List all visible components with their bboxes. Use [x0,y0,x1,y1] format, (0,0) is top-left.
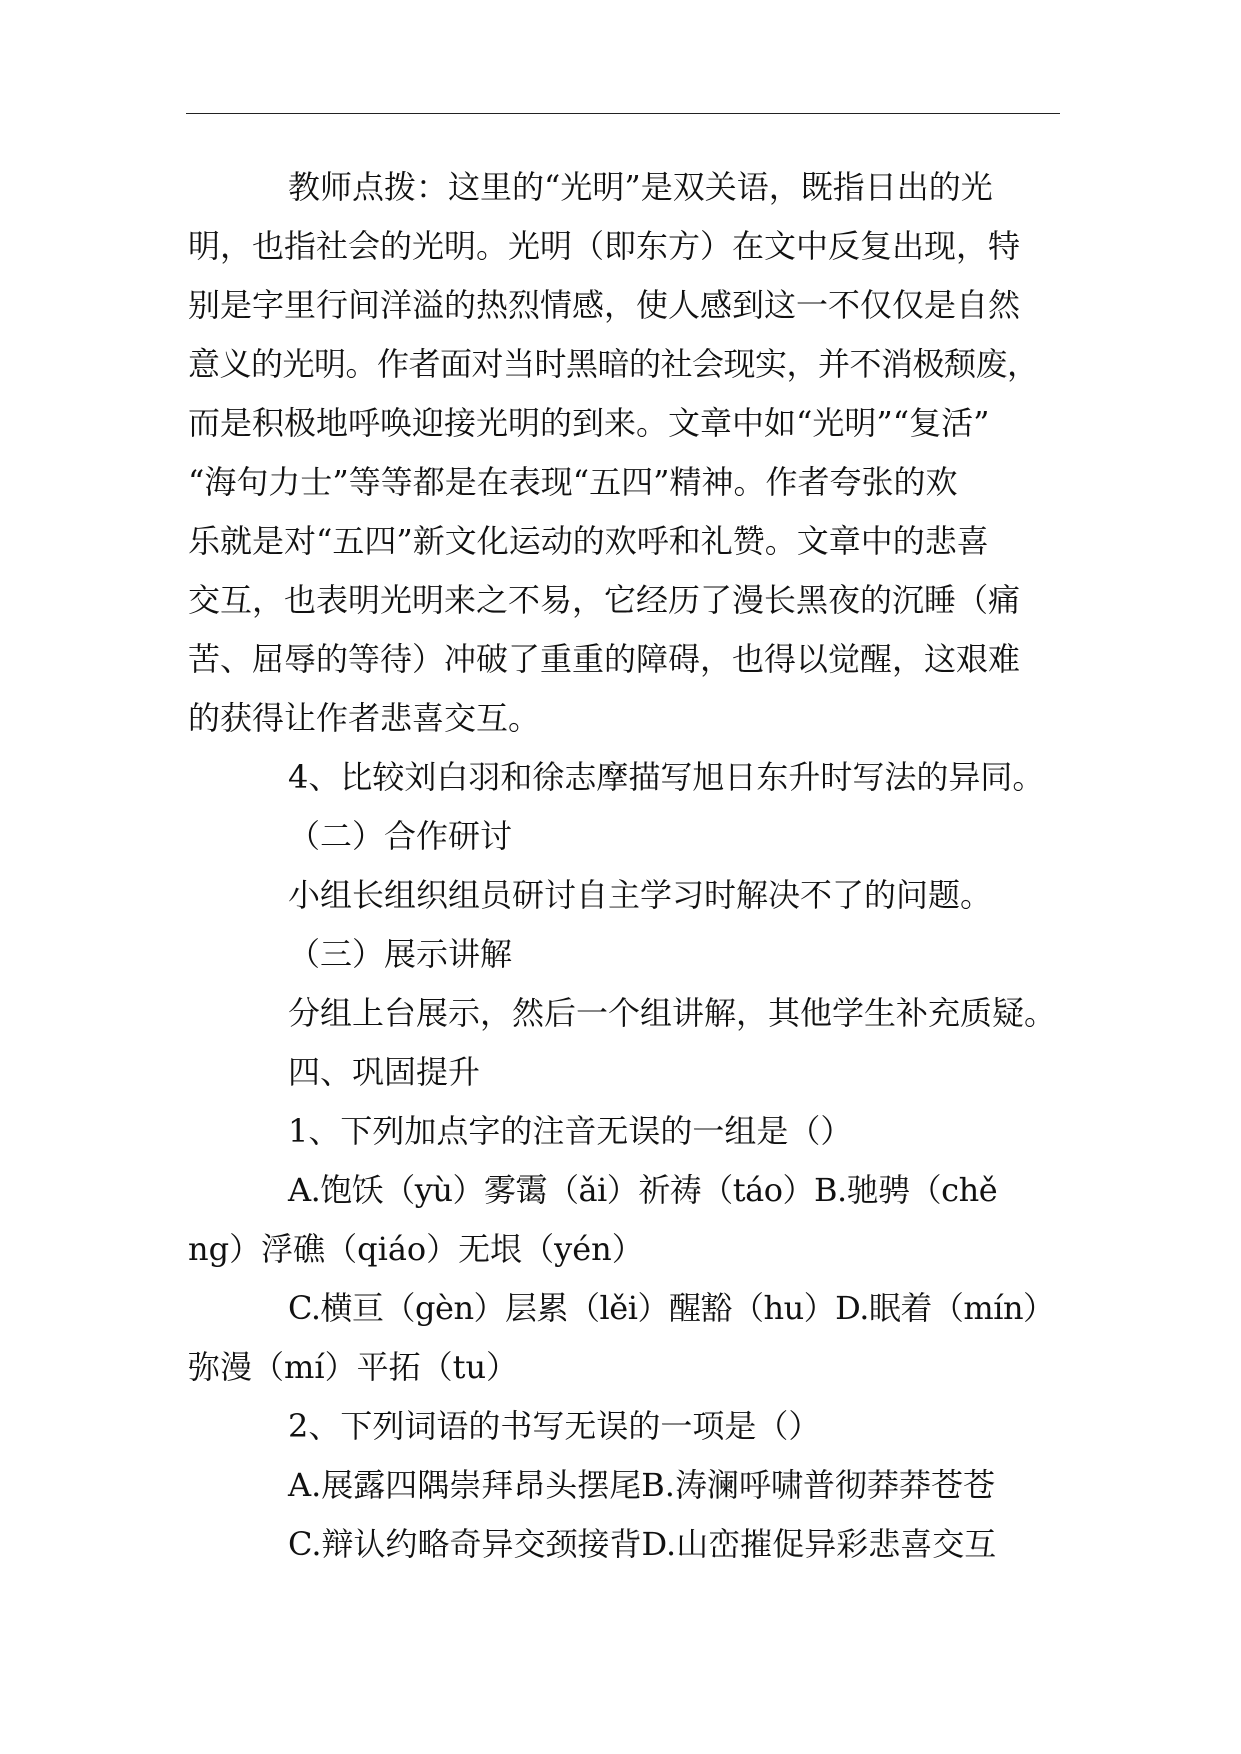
section-heading-presentation: （三）展示讲解 [288,935,513,973]
document-body [188,158,1068,1574]
paragraph-line: 小组长组织组员研讨自主学习时解决不了的问题。 [288,876,993,914]
exercise-option-line: 弥漫（mí）平拓（tu） [188,1348,519,1386]
exercise-question-1: 1、下列加点字的注音无误的一组是（） [288,1112,853,1150]
paragraph-line: 意义的光明。作者面对当时黑暗的社会现实，并不消极颓废， [188,345,1039,383]
exercise-option-line: A.展露四隅崇拜昂头摆尾B.涛澜呼啸普彻莽莽苍苍 [288,1466,995,1504]
paragraph-line: 交互，也表明光明来之不易，它经历了漫长黑夜的沉睡（痛 [188,581,1021,619]
exercise-question-2: 2、下列词语的书写无误的一项是（） [288,1407,821,1445]
paragraph-line: 苦、屈辱的等待）冲破了重重的障碍，也得以觉醒，这艰难 [188,640,1021,678]
paragraph-line: 明，也指社会的光明。光明（即东方）在文中反复出现，特 [188,227,1021,265]
paragraph-line: 乐就是对“五四”新文化运动的欢呼和礼赞。文章中的悲喜 [188,522,989,560]
paragraph-line: 别是字里行间洋溢的热烈情感，使人感到这一不仅仅是自然 [188,286,1021,324]
section-heading-cooperative-discussion: （二）合作研讨 [288,817,513,855]
exercise-option-line: A.饱饫（yù）雾霭（ǎi）祈祷（táo）B.驰骋（chě [288,1171,998,1209]
header-rule [186,113,1060,114]
section-heading-consolidation: 四、巩固提升 [288,1053,481,1091]
paragraph-line: 而是积极地呼唤迎接光明的到来。文章中如“光明”“复活” [188,404,990,442]
exercise-option-line: ng）浮礁（qiáo）无垠（yén） [188,1230,644,1268]
paragraph-line: 教师点拨：这里的“光明”是双关语，既指日出的光 [288,168,993,206]
paragraph-line: “海句力士”等等都是在表现“五四”精神。作者夸张的欢 [188,463,958,501]
question-4: 4、比较刘白羽和徐志摩描写旭日东升时写法的异同。 [288,758,1045,796]
paragraph-line: 的获得让作者悲喜交互。 [188,699,541,737]
exercise-option-line: C.辩认约略奇异交颈接背D.山峦摧促异彩悲喜交互 [288,1525,997,1563]
paragraph-line: 分组上台展示，然后一个组讲解，其他学生补充质疑。 [288,994,1057,1032]
exercise-option-line: C.横亘（gèn）层累（lěi）醒豁（hu）D.眠着（mín） [288,1289,1055,1327]
